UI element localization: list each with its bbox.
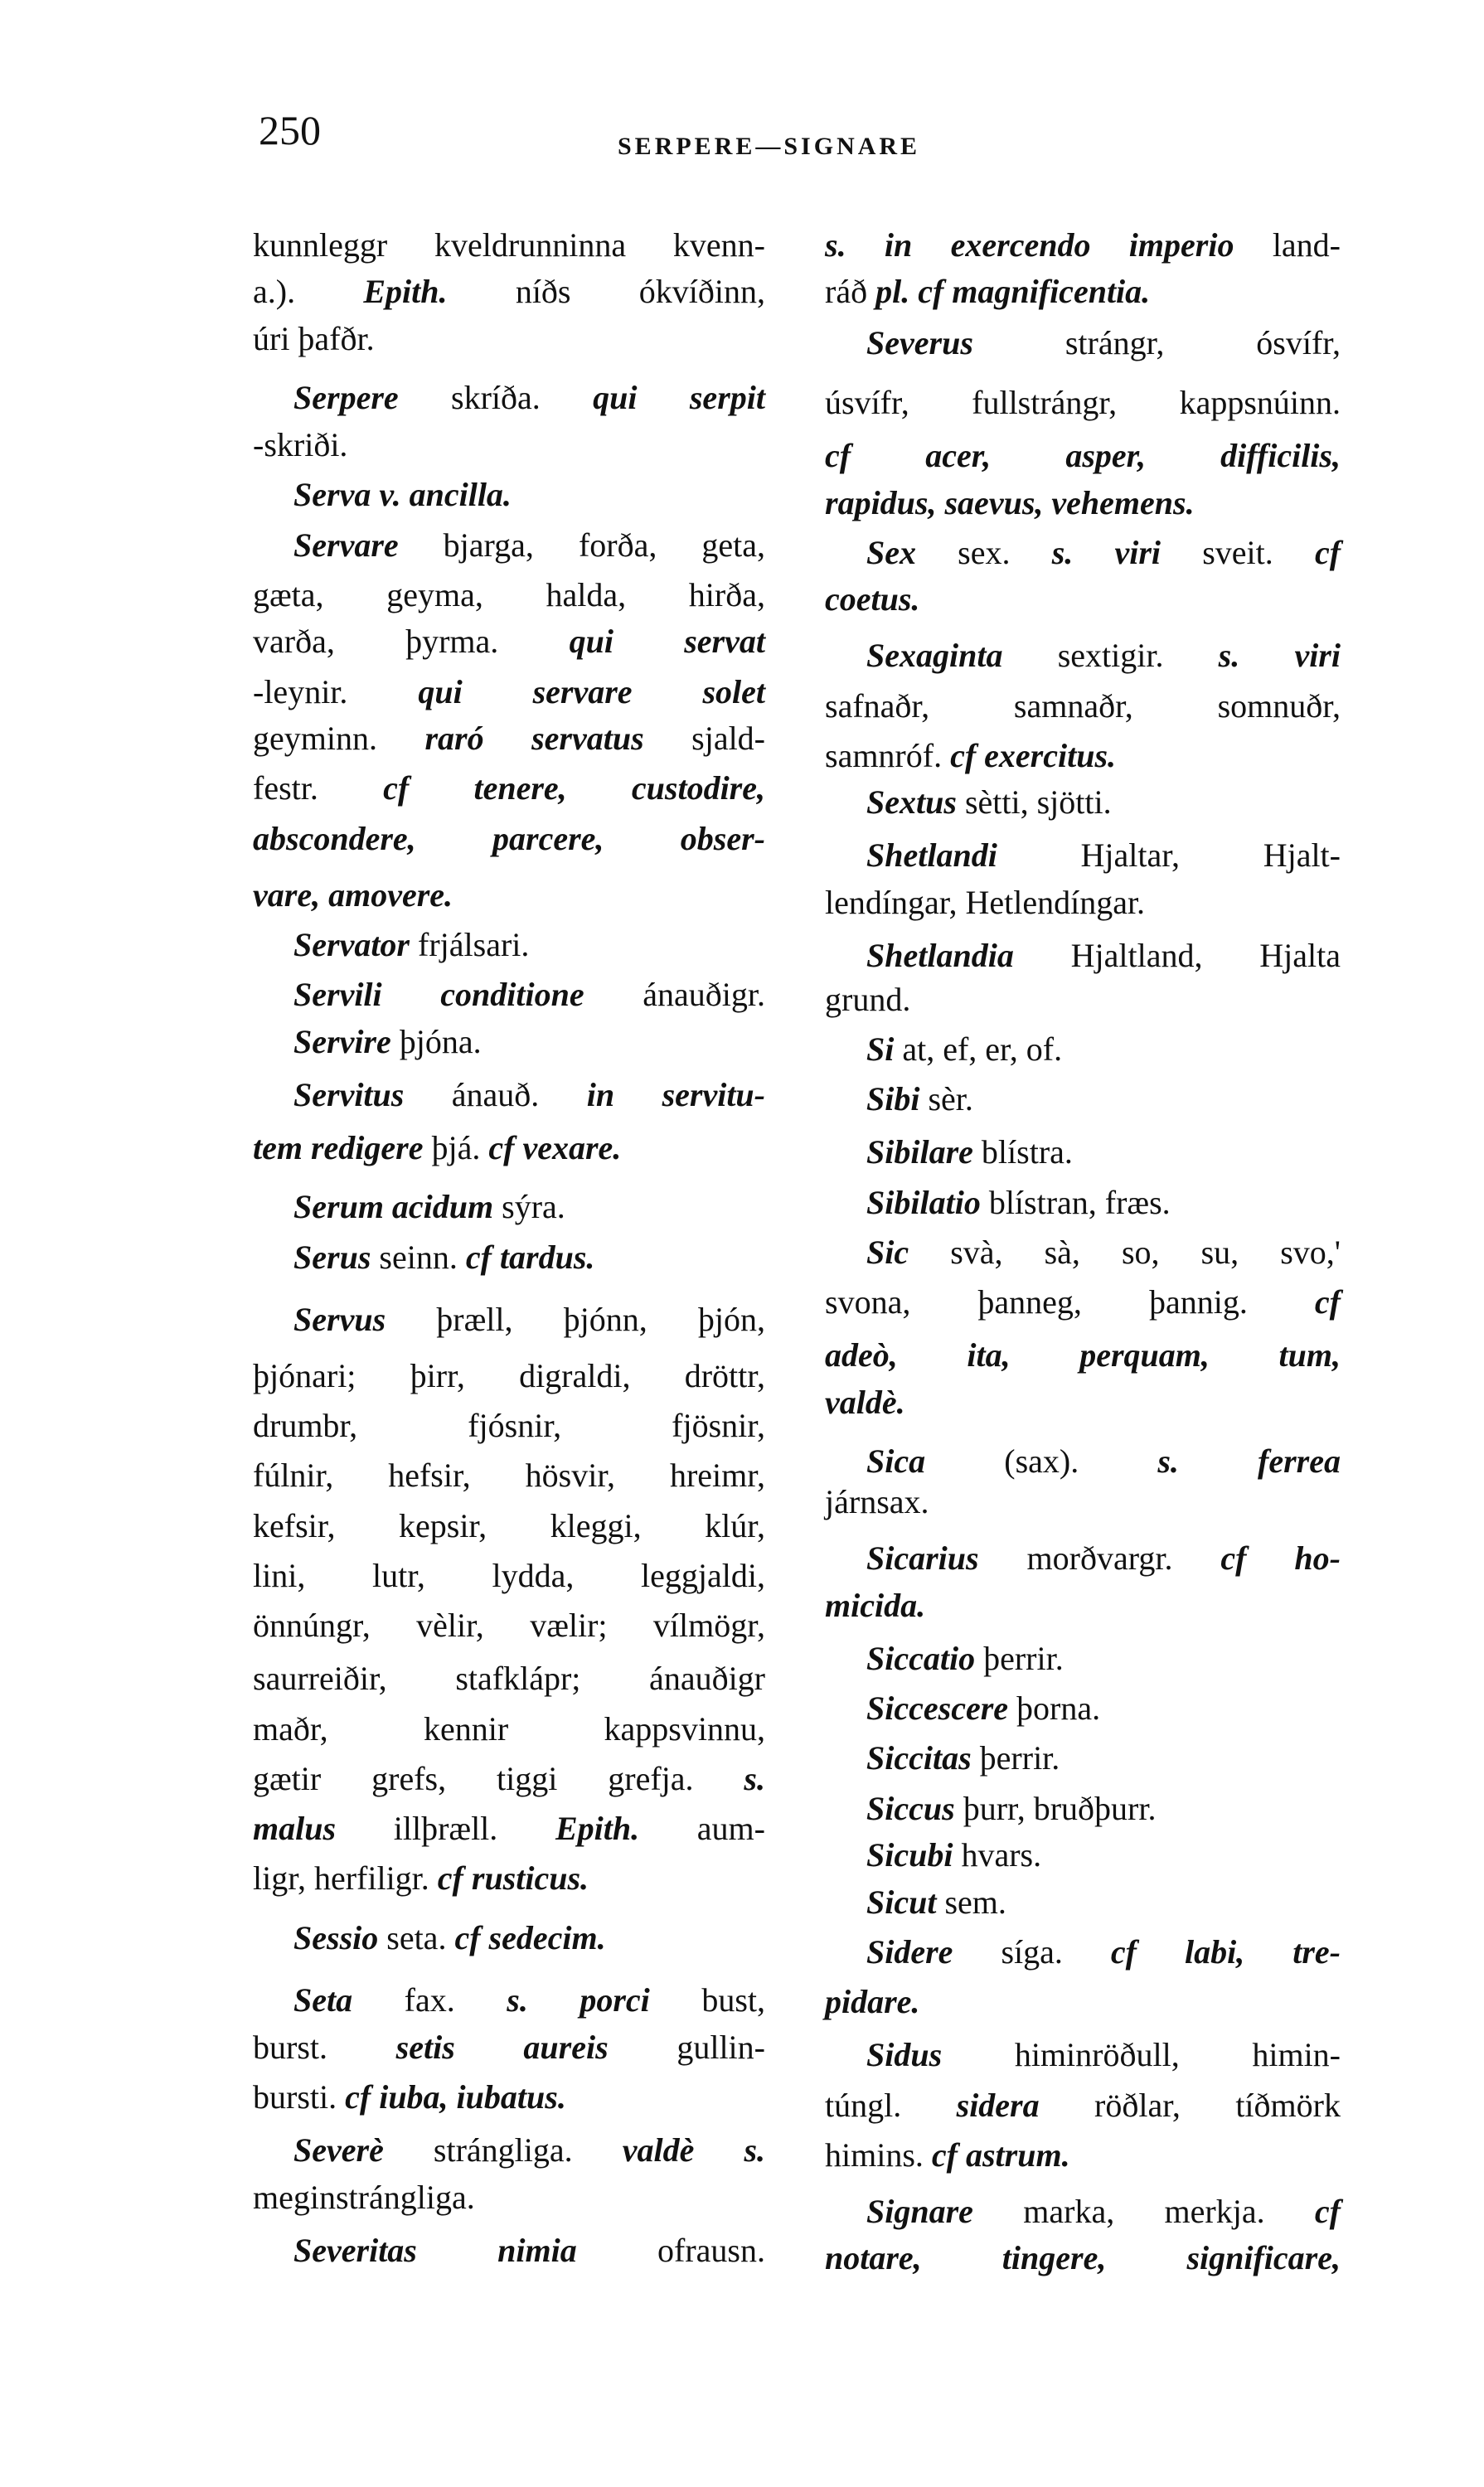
text-line: [866, 2188, 1341, 2236]
latin-term: sidera: [956, 2087, 1040, 2124]
latin-term: cf astrum.: [931, 2136, 1070, 2174]
latin-term: abscondere, parcere, obser-: [253, 820, 765, 857]
icelandic-text: þurr, bruðþurr.: [954, 1790, 1157, 1827]
text-line: [293, 471, 765, 519]
icelandic-text: skríða.: [398, 379, 594, 416]
text-line: [253, 421, 765, 469]
text-line: [293, 1234, 765, 1282]
latin-term: Servili conditione: [293, 976, 584, 1013]
text-line: [866, 1928, 1341, 1976]
icelandic-text: sètti, sjötti.: [956, 783, 1112, 821]
text-line: [253, 315, 765, 363]
icelandic-text: illþræll.: [336, 1810, 555, 1847]
latin-term: vare, amovere.: [253, 876, 453, 914]
icelandic-text: a.).: [253, 273, 364, 310]
latin-term: Shetlandi: [866, 836, 997, 874]
icelandic-text: þjá.: [423, 1129, 489, 1166]
latin-term: cf acer, asper, difficilis,: [825, 437, 1341, 474]
text-line: [293, 1296, 765, 1344]
icelandic-text: festr.: [253, 769, 384, 807]
icelandic-text: varða, þyrma.: [253, 623, 570, 660]
latin-term: cf tardus.: [465, 1239, 595, 1276]
text-line: [866, 1831, 1341, 1879]
latin-term: Epith.: [363, 273, 448, 310]
latin-term: Sica: [866, 1442, 926, 1480]
latin-term: cf: [1314, 1283, 1341, 1321]
latin-term: s. in exercendo imperio: [825, 226, 1234, 264]
icelandic-text: sveit.: [1161, 534, 1315, 571]
text-line: [293, 1914, 765, 1962]
text-line: [866, 1128, 1341, 1176]
text-line: [253, 764, 765, 812]
latin-term: Signare: [866, 2193, 973, 2230]
icelandic-text: Hjaltland, Hjalta: [1013, 937, 1341, 974]
icelandic-text: geyminn.: [253, 720, 425, 757]
text-line: [253, 1552, 765, 1600]
icelandic-text: sýra.: [493, 1188, 565, 1225]
icelandic-text: túngl.: [825, 2087, 957, 2124]
icelandic-text: ánauð.: [404, 1076, 587, 1113]
latin-term: Servare: [293, 526, 399, 564]
icelandic-text: frjálsari.: [410, 926, 530, 963]
latin-term: Serpere: [293, 379, 399, 416]
icelandic-text: gullin-: [608, 2029, 765, 2066]
text-line: [825, 682, 1341, 730]
latin-term: adeò, ita, perquam, tum,: [825, 1336, 1341, 1374]
latin-term: Serum acidum: [293, 1188, 494, 1225]
text-line: [253, 1502, 765, 1550]
text-line: [825, 575, 1341, 623]
icelandic-text: bursti.: [253, 2078, 346, 2116]
latin-term: s. ferrea: [1157, 1442, 1341, 1480]
latin-term: qui serpit: [593, 379, 765, 416]
icelandic-text: morðvargr.: [978, 1539, 1221, 1577]
text-line: [253, 871, 765, 919]
icelandic-text: kunnleggr kveldrunninna kvenn-: [253, 226, 765, 264]
latin-term: Sibilatio: [866, 1184, 981, 1221]
icelandic-text: burst.: [253, 2029, 396, 2066]
text-line: [293, 1976, 765, 2024]
text-line: [825, 1478, 1341, 1526]
text-line: [825, 1331, 1341, 1379]
latin-term: Seta: [293, 1981, 353, 2019]
latin-term: s.: [744, 1760, 765, 1797]
latin-term: notare, tingere, significare,: [825, 2239, 1341, 2276]
latin-term: Siccatio: [866, 1640, 976, 1677]
icelandic-text: lendíngar, Hetlendíngar.: [825, 884, 1146, 921]
text-line: [825, 976, 1341, 1024]
latin-term: valdè.: [825, 1384, 905, 1421]
icelandic-text: -leynir.: [253, 673, 419, 710]
icelandic-text: hvars.: [953, 1836, 1042, 1874]
latin-term: Sessio: [293, 1919, 379, 1956]
icelandic-text: járnsax.: [825, 1483, 929, 1520]
icelandic-text: önnúngr, vèlir, vælir; vílmögr,: [253, 1607, 765, 1644]
icelandic-text: sex.: [916, 534, 1052, 571]
latin-term: qui servat: [569, 623, 765, 660]
text-line: [293, 521, 765, 570]
text-line: [825, 221, 1341, 269]
icelandic-text: at, ef, er, of.: [894, 1030, 1063, 1068]
text-line: [253, 1705, 765, 1753]
text-line: [866, 1179, 1341, 1227]
icelandic-text: bjarga, forða, geta,: [398, 526, 765, 564]
text-line: [866, 1685, 1341, 1733]
latin-term: Severus: [866, 324, 973, 361]
latin-term: Severè: [293, 2131, 384, 2169]
icelandic-text: sextigir.: [1002, 637, 1219, 674]
text-line: [253, 571, 765, 619]
text-line: [253, 715, 765, 763]
icelandic-text: ráð: [825, 273, 876, 310]
icelandic-text: himins.: [825, 2136, 932, 2174]
text-line: [253, 1352, 765, 1400]
latin-term: pl.: [875, 273, 910, 310]
text-line: [866, 932, 1341, 980]
icelandic-text: þerrir.: [971, 1739, 1060, 1777]
latin-term: Sicarius: [866, 1539, 979, 1577]
icelandic-text: fúlnir, hefsir, hösvir, hreimr,: [253, 1457, 765, 1494]
text-line: [866, 529, 1341, 577]
latin-term: s. viri: [1051, 534, 1161, 571]
text-line: [293, 921, 765, 969]
icelandic-text: saurreiðir, stafklápr; ánauðigr: [253, 1660, 765, 1697]
latin-term: s. porci: [507, 1981, 650, 2019]
text-line: [825, 2082, 1341, 2130]
latin-term: Servus: [293, 1301, 386, 1338]
latin-term: cf labi, tre-: [1110, 1933, 1341, 1971]
text-line: [253, 618, 765, 666]
text-line: [293, 2126, 765, 2174]
latin-term: Si: [866, 1030, 895, 1068]
text-line: [253, 2174, 765, 2222]
latin-term: raró servatus: [424, 720, 644, 757]
text-line: [825, 2234, 1341, 2282]
latin-term: in servitu-: [586, 1076, 766, 1113]
latin-term: Sex: [866, 534, 916, 571]
text-line: [866, 1229, 1341, 1277]
text-line: [253, 1402, 765, 1450]
icelandic-text: -skriði.: [253, 426, 348, 463]
text-line: [866, 1075, 1341, 1123]
latin-term: Siccitas: [866, 1739, 972, 1777]
icelandic-text: síga.: [953, 1933, 1111, 1971]
icelandic-text: Hjaltar, Hjalt-: [997, 836, 1341, 874]
latin-term: Siccus: [866, 1790, 955, 1827]
latin-term: Serus: [293, 1239, 371, 1276]
icelandic-text: úsvífr, fullstrángr, kappsnúinn.: [825, 384, 1341, 421]
icelandic-text: marka, merkja.: [972, 2193, 1315, 2230]
icelandic-text: maðr, kennir kappsvinnu,: [253, 1710, 765, 1748]
latin-term: qui servare solet: [418, 673, 765, 710]
icelandic-text: seta.: [378, 1919, 455, 1956]
latin-term: cf rusticus.: [437, 1859, 589, 1897]
icelandic-text: gæta, geyma, halda, hirða,: [253, 576, 765, 613]
text-line: [293, 1071, 765, 1119]
icelandic-text: (sax).: [925, 1442, 1158, 1480]
icelandic-text: blístran, fræs.: [980, 1184, 1171, 1221]
icelandic-text: ánauðigr.: [584, 976, 766, 1013]
icelandic-text: fax.: [352, 1981, 507, 2019]
latin-term: Severitas nimia: [293, 2232, 577, 2269]
latin-term: cf sedecim.: [454, 1919, 606, 1956]
latin-term: tem redigere: [253, 1129, 424, 1166]
icelandic-text: samnróf.: [825, 737, 951, 774]
text-line: [866, 2031, 1341, 2079]
latin-term: Sexaginta: [866, 637, 1003, 674]
text-line: [825, 732, 1341, 780]
text-line: [253, 1805, 765, 1853]
latin-term: cf: [1314, 534, 1341, 571]
latin-term: malus: [253, 1810, 337, 1847]
latin-term: Servitus: [293, 1076, 405, 1113]
icelandic-text: þjóna.: [390, 1023, 482, 1060]
latin-term: Sidus: [866, 2036, 943, 2073]
latin-term: cf: [1314, 2193, 1341, 2230]
latin-term: cf tenere, custodire,: [383, 769, 765, 807]
icelandic-text: drumbr, fjósnir, fjösnir,: [253, 1407, 765, 1444]
text-line: [293, 2227, 765, 2275]
latin-term: cf iuba, iubatus.: [345, 2078, 566, 2116]
text-line: [866, 319, 1341, 367]
text-line: [293, 1018, 765, 1066]
icelandic-text: sèr.: [919, 1080, 973, 1117]
text-line: [253, 1655, 765, 1703]
text-line: [866, 831, 1341, 880]
icelandic-text: röðlar, tíðmörk: [1039, 2087, 1341, 2124]
text-line: [866, 1534, 1341, 1583]
latin-term: cf ho-: [1220, 1539, 1341, 1577]
latin-term: Servire: [293, 1023, 391, 1060]
text-line: [866, 632, 1341, 680]
icelandic-text: sem.: [936, 1883, 1006, 1921]
text-line: [825, 2131, 1341, 2179]
latin-term: Servator: [293, 926, 410, 963]
text-line: [253, 268, 765, 316]
icelandic-text: meginstrángliga.: [253, 2179, 475, 2216]
icelandic-text: land-: [1234, 226, 1341, 264]
latin-term: setis aureis: [395, 2029, 609, 2066]
text-line: [866, 1734, 1341, 1782]
icelandic-text: svà, sà, so, su, svo,': [909, 1234, 1341, 1271]
text-line: [825, 379, 1341, 427]
icelandic-text: [909, 273, 918, 310]
text-line: [293, 374, 765, 422]
latin-term: micida.: [825, 1587, 926, 1624]
text-line: [253, 1854, 765, 1903]
latin-term: Sic: [866, 1234, 909, 1271]
latin-term: Sidere: [866, 1933, 953, 1971]
icelandic-text: þræll, þjónn, þjón,: [386, 1301, 765, 1338]
latin-term: Sibilare: [866, 1133, 973, 1171]
text-line: [253, 1755, 765, 1803]
latin-term: cf vexare.: [488, 1129, 622, 1166]
latin-term: cf magnificentia.: [918, 273, 1151, 310]
icelandic-text: safnaðr, samnaðr, somnuðr,: [825, 687, 1341, 725]
latin-term: pidare.: [825, 1983, 920, 2020]
text-line: [866, 1879, 1341, 1927]
icelandic-text: svona, þanneg, þannig.: [825, 1283, 1315, 1321]
icelandic-text: bust,: [649, 1981, 766, 2019]
icelandic-text: ofrausn.: [576, 2232, 765, 2269]
icelandic-text: kefsir, kepsir, kleggi, klúr,: [253, 1507, 765, 1544]
latin-term: Serva v. ancilla.: [293, 476, 512, 513]
icelandic-text: sjald-: [643, 720, 766, 757]
icelandic-text: lini, lutr, lydda, leggjaldi,: [253, 1557, 765, 1594]
text-line: [293, 971, 765, 1019]
icelandic-text: þjónari; þirr, digraldi, dröttr,: [253, 1357, 765, 1394]
text-line: [825, 1582, 1341, 1630]
text-line: [253, 1124, 765, 1172]
icelandic-text: níðs ókvíðinn,: [447, 273, 766, 310]
latin-term: Sicubi: [866, 1836, 953, 1874]
latin-term: rapidus, saevus, vehemens.: [825, 484, 1195, 521]
latin-term: Siccescere: [866, 1690, 1009, 1727]
text-line: [253, 1602, 765, 1650]
running-head: SERPERE—SIGNARE: [618, 133, 921, 160]
text-line: [825, 879, 1341, 927]
text-line: [825, 479, 1341, 527]
latin-term: valdè s.: [622, 2131, 766, 2169]
latin-term: cf exercitus.: [950, 737, 1117, 774]
icelandic-text: úri þafðr.: [253, 320, 375, 357]
text-line: [825, 268, 1341, 316]
latin-term: s. viri: [1218, 637, 1341, 674]
text-line: [253, 668, 765, 716]
icelandic-text: grund.: [825, 981, 911, 1018]
text-line: [825, 1278, 1341, 1326]
icelandic-text: ligr, herfiligr.: [253, 1859, 438, 1897]
icelandic-text: seinn.: [371, 1239, 466, 1276]
icelandic-text: aum-: [639, 1810, 765, 1847]
page-number: 250: [259, 107, 321, 153]
icelandic-text: þorna.: [1008, 1690, 1101, 1727]
text-line: [253, 1452, 765, 1500]
icelandic-text: strángr, ósvífr,: [972, 324, 1341, 361]
text-line: [825, 1379, 1341, 1427]
text-line: [253, 2024, 765, 2072]
icelandic-text: strángliga.: [383, 2131, 623, 2169]
text-line: [866, 1785, 1341, 1833]
latin-term: coetus.: [825, 580, 920, 618]
text-line: [253, 221, 765, 269]
latin-term: Sextus: [866, 783, 957, 821]
text-line: [293, 1183, 765, 1231]
icelandic-text: gætir grefs, tiggi grefja.: [253, 1760, 744, 1797]
icelandic-text: þerrir.: [975, 1640, 1064, 1677]
text-line: [825, 1978, 1341, 2026]
text-line: [866, 1025, 1341, 1074]
text-line: [253, 815, 765, 863]
latin-term: Sibi: [866, 1080, 920, 1117]
text-line: [825, 432, 1341, 480]
latin-term: Sicut: [866, 1883, 937, 1921]
latin-term: Epith.: [555, 1810, 640, 1847]
icelandic-text: blístra.: [972, 1133, 1073, 1171]
text-line: [866, 1635, 1341, 1683]
icelandic-text: himinröðull, himin-: [942, 2036, 1341, 2073]
text-line: [866, 778, 1341, 827]
latin-term: Shetlandia: [866, 937, 1014, 974]
text-line: [253, 2073, 765, 2121]
